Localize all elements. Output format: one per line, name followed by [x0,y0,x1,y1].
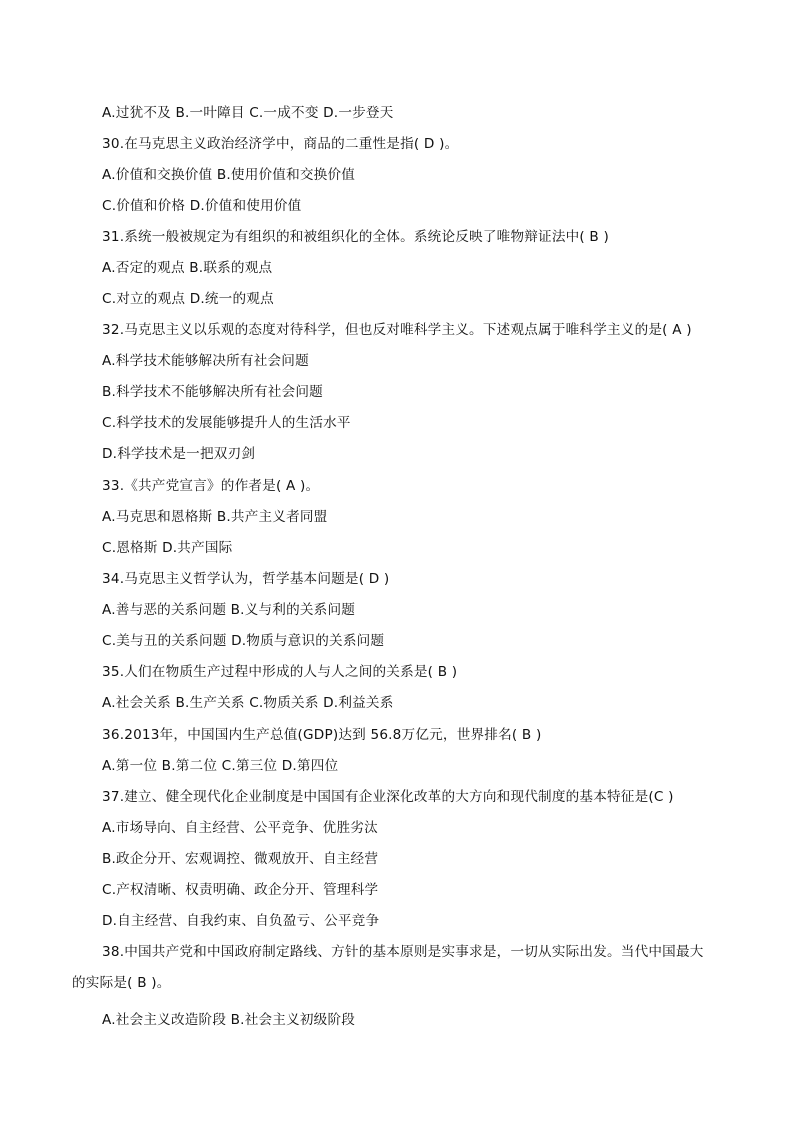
question-line: 37.建立、健全现代化企业制度是中国国有企业深化改革的大方向和现代制度的基本特征是(C ) [102,789,674,805]
option-line: C.对立的观点 D.统一的观点 [102,291,274,307]
question-line: 34.马克思主义哲学认为，哲学基本问题是( D ) [102,571,390,587]
option-line: C.美与丑的关系问题 D.物质与意识的关系问题 [102,633,385,649]
option-line: C.恩格斯 D.共产国际 [102,540,233,556]
option-line: C.科学技术的发展能够提升人的生活水平 [102,415,351,431]
question-line: 38.中国共产党和中国政府制定路线、方针的基本原则是实事求是，一切从实际出发。当代中国最大 [102,944,704,960]
question-line: 36.2013年，中国国内生产总值(GDP)达到 56.8万亿元，世界排名( B ) [102,727,542,743]
option-line: A.第一位 B.第二位 C.第三位 D.第四位 [102,758,339,774]
option-line: A.善与恶的关系问题 B.义与利的关系问题 [102,602,356,618]
option-line: D.自主经营、自我约束、自负盈亏、公平竞争 [102,913,380,929]
question-continuation-line: 的实际是( B )。 [72,975,171,991]
option-line: B.政企分开、宏观调控、微观放开、自主经营 [102,851,379,867]
option-line: A.市场导向、自主经营、公平竞争、优胜劣汰 [102,820,378,836]
option-line: A.社会主义改造阶段 B.社会主义初级阶段 [102,1012,356,1028]
option-line: A.否定的观点 B.联系的观点 [102,260,273,276]
option-line: C.产权清晰、权责明确、政企分开、管理科学 [102,882,379,898]
question-line: 35.人们在物质生产过程中形成的人与人之间的关系是( B ) [102,664,458,680]
option-line: A.科学技术能够解决所有社会问题 [102,353,309,369]
option-line: D.科学技术是一把双刃剑 [102,446,256,462]
option-line: A.价值和交换价值 B.使用价值和交换价值 [102,167,356,183]
option-line: C.价值和价格 D.价值和使用价值 [102,198,302,214]
option-line: A.社会关系 B.生产关系 C.物质关系 D.利益关系 [102,695,394,711]
question-line: 32.马克思主义以乐观的态度对待科学，但也反对唯科学主义。下述观点属于唯科学主义的是( A ) [102,322,692,338]
option-line: B.科学技术不能够解决所有社会问题 [102,384,323,400]
option-line: A.马克思和恩格斯 B.共产主义者同盟 [102,509,328,525]
option-line: A.过犹不及 B.一叶障目 C.一成不变 D.一步登天 [102,105,394,121]
question-line: 31.系统一般被规定为有组织的和被组织化的全体。系统论反映了唯物辩证法中( B ) [102,229,609,245]
question-line: 30.在马克思主义政治经济学中，商品的二重性是指( D )。 [102,136,459,152]
question-line: 33.《共产党宣言》的作者是( A )。 [102,478,320,494]
